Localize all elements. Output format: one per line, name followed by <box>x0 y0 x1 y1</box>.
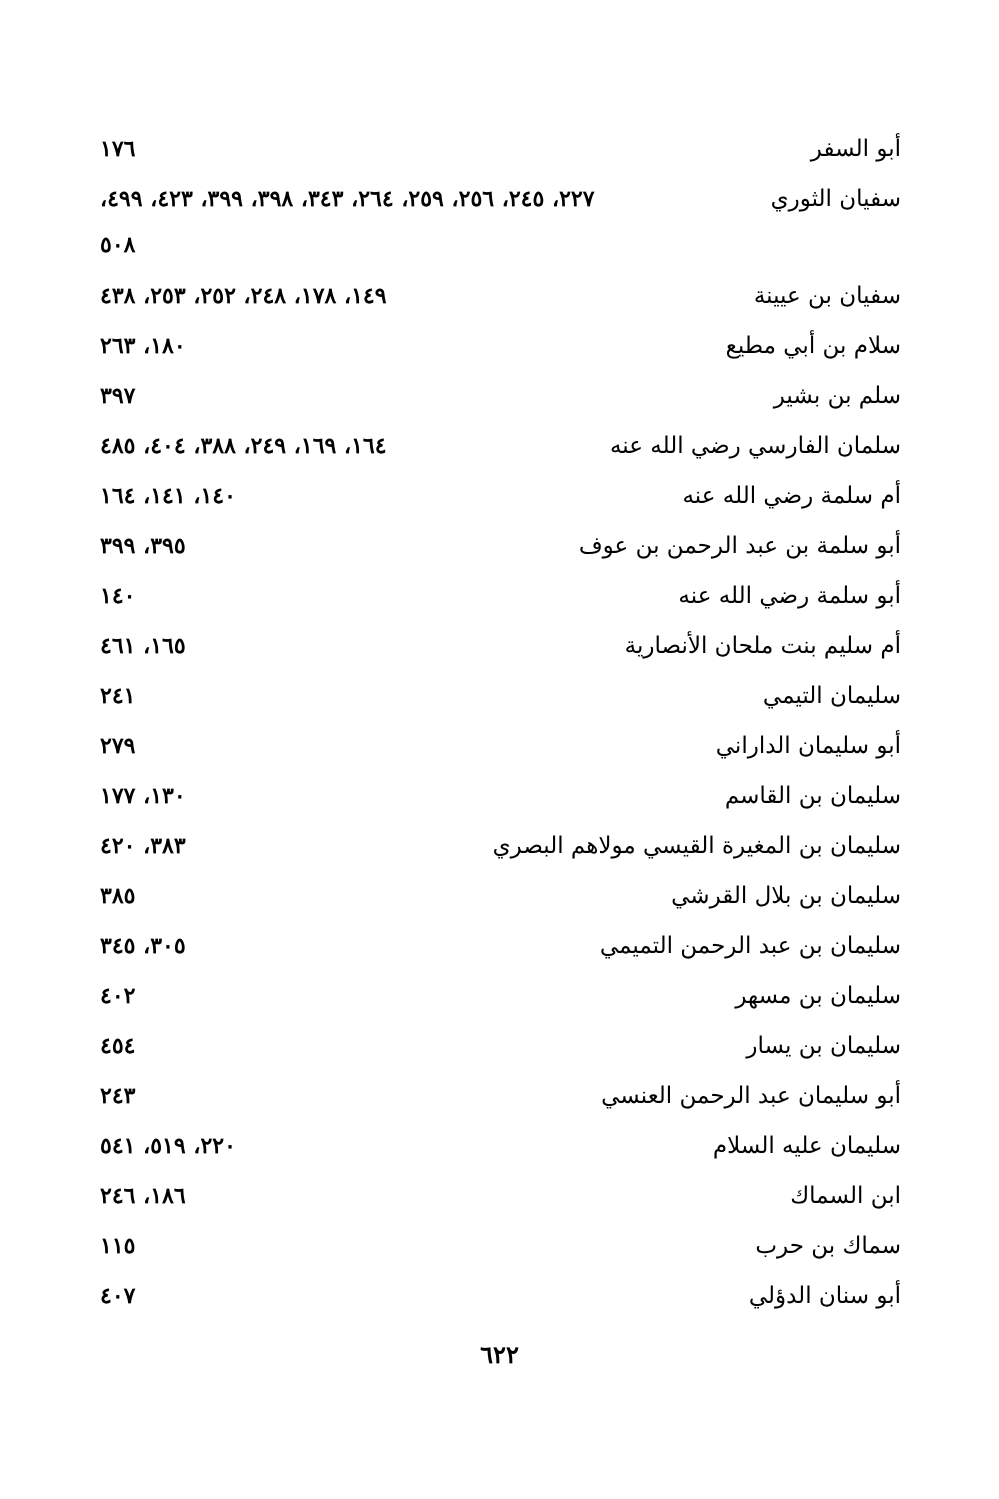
index-entry <box>100 1083 901 1133</box>
entry-pages: ٤٥٤ <box>100 1033 136 1059</box>
entry-pages: ٢٤١ <box>100 683 136 709</box>
entry-name: أبو سليمان عبد الرحمن العنسي <box>601 1083 901 1109</box>
index-entry <box>100 433 901 483</box>
entry-name: سفيان بن عيينة <box>753 283 901 309</box>
index-entry <box>100 1133 901 1183</box>
entry-name: أبو سلمة رضي الله عنه <box>678 583 901 609</box>
entry-name: سليمان التيمي <box>762 683 901 709</box>
index-entry <box>100 983 901 1033</box>
entry-pages: ١٣٠، ١٧٧ <box>100 783 186 809</box>
entry-pages: ١٦٤، ١٦٩، ٢٤٩، ٣٨٨، ٤٠٤، ٤٨٥ <box>100 433 387 459</box>
index-entry <box>100 1183 901 1233</box>
index-entry <box>100 933 901 983</box>
index-entry <box>100 1233 901 1283</box>
entry-name: سليمان عليه السلام <box>712 1133 901 1159</box>
entry-pages: ١٤٩، ١٧٨، ٢٤٨، ٢٥٢، ٢٥٣، ٤٣٨ <box>100 283 387 309</box>
index-entry <box>100 383 901 433</box>
index-entry <box>100 783 901 833</box>
entry-name: سليمان بن المغيرة القيسي مولاهم البصري <box>492 833 901 859</box>
entry-pages: ٣٩٥، ٣٩٩ <box>100 533 186 559</box>
page-number: ٦٢٢ <box>480 1340 519 1369</box>
index-entry <box>100 186 901 258</box>
entry-name: سفيان الثوري <box>770 186 901 212</box>
entry-pages: ٣٠٥، ٣٤٥ <box>100 933 186 959</box>
index-entry <box>100 283 901 333</box>
entry-pages: ١٧٦ <box>100 136 136 162</box>
entry-pages: ١٨٠، ٢٦٣ <box>100 333 186 359</box>
entry-name: سلمان الفارسي رضي الله عنه <box>609 433 901 459</box>
entry-pages: ٣٨٥ <box>100 883 136 909</box>
entry-pages: ١١٥ <box>100 1233 136 1259</box>
entry-pages: ٣٨٣، ٤٢٠ <box>100 833 186 859</box>
entry-name: أبو سنان الدؤلي <box>748 1283 901 1309</box>
entry-pages: ٢٤٣ <box>100 1083 136 1109</box>
entry-name: سليمان بن عبد الرحمن التميمي <box>599 933 901 959</box>
entry-name: سليمان بن مسهر <box>735 983 901 1009</box>
index-entry <box>100 1283 901 1333</box>
entry-name: سماك بن حرب <box>755 1233 901 1259</box>
index-entry <box>100 883 901 933</box>
entry-pages: ٤٠٢ <box>100 983 136 1009</box>
entry-name: أم سليم بنت ملحان الأنصارية <box>624 633 901 659</box>
index-entry <box>100 136 901 186</box>
index-entry <box>100 483 901 533</box>
index-entry <box>100 1033 901 1083</box>
entry-pages: ١٨٦، ٢٤٦ <box>100 1183 186 1209</box>
index-entry <box>100 683 901 733</box>
entry-name: سليمان بن يسار <box>746 1033 901 1059</box>
entry-pages: ١٤٠، ١٤١، ١٦٤ <box>100 483 236 509</box>
index-entry <box>100 583 901 633</box>
index-entry <box>100 833 901 883</box>
entry-name: سليمان بن القاسم <box>724 783 901 809</box>
entry-pages: ١٦٥، ٤٦١ <box>100 633 186 659</box>
entry-name: أبو سلمة بن عبد الرحمن بن عوف <box>578 533 901 559</box>
entry-name: سلم بن بشير <box>773 383 901 409</box>
entry-name: ابن السماك <box>790 1183 901 1209</box>
entry-name: أم سلمة رضي الله عنه <box>682 483 901 509</box>
entry-pages: ٢٢٧، ٢٤٥، ٢٥٦، ٢٥٩، ٢٦٤، ٣٤٣، ٣٩٨، ٣٩٩، ٤٢٣، ٤٩٩، <box>100 186 595 212</box>
index-entry <box>100 633 901 683</box>
index-entry <box>100 733 901 783</box>
index-entry <box>100 333 901 383</box>
entry-pages: ٢٧٩ <box>100 733 136 759</box>
entry-name: أبو السفر <box>810 136 901 162</box>
entry-pages: ٤٠٧ <box>100 1283 136 1309</box>
entry-pages: ٢٢٠، ٥١٩، ٥٤١ <box>100 1133 236 1159</box>
entry-name: سليمان بن بلال القرشي <box>671 883 901 909</box>
entry-pages-continued: ٥٠٨ <box>100 232 136 258</box>
entry-pages: ٣٩٧ <box>100 383 136 409</box>
index-entry <box>100 533 901 583</box>
entry-pages: ١٤٠ <box>100 583 136 609</box>
entry-name: سلام بن أبي مطيع <box>725 333 901 359</box>
entry-name: أبو سليمان الداراني <box>715 733 901 759</box>
